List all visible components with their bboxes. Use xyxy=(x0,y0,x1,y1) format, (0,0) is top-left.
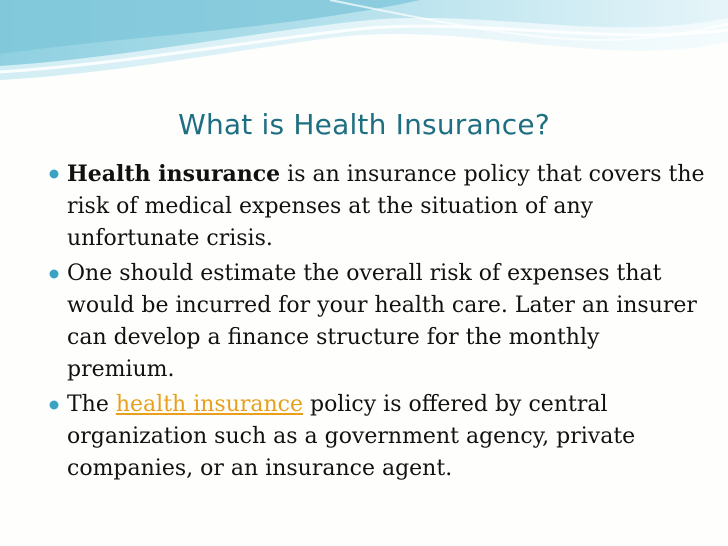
slide-title: What is Health Insurance? xyxy=(178,108,550,141)
bullet-3-suffix: policy is offered by central organization such as a government agency, private companies, or an insurance agent. xyxy=(67,392,636,481)
bullet-1-text: is an insurance policy that covers the risk of medical expenses at the situation of any unfortunate crisis. xyxy=(67,162,705,251)
bullet-1-bold-text: Health insurance xyxy=(67,161,281,187)
bullet-icon xyxy=(46,258,62,290)
bullet-item-1 xyxy=(46,158,706,255)
bullet-3-prefix: The xyxy=(67,392,116,417)
health-insurance-link[interactable]: health insurance xyxy=(115,392,304,417)
bullet-2-text: One should estimate the overall risk of expenses that would be incurred for your health care. Later an insurer can develop a finance structure for the monthly premium. xyxy=(67,261,697,382)
bullet-item-2 xyxy=(46,258,706,386)
bullet-list xyxy=(46,158,706,488)
decorative-wave-header xyxy=(0,0,728,90)
bullet-icon xyxy=(46,158,62,190)
bullet-item-3 xyxy=(46,389,706,485)
bullet-icon xyxy=(46,389,62,421)
